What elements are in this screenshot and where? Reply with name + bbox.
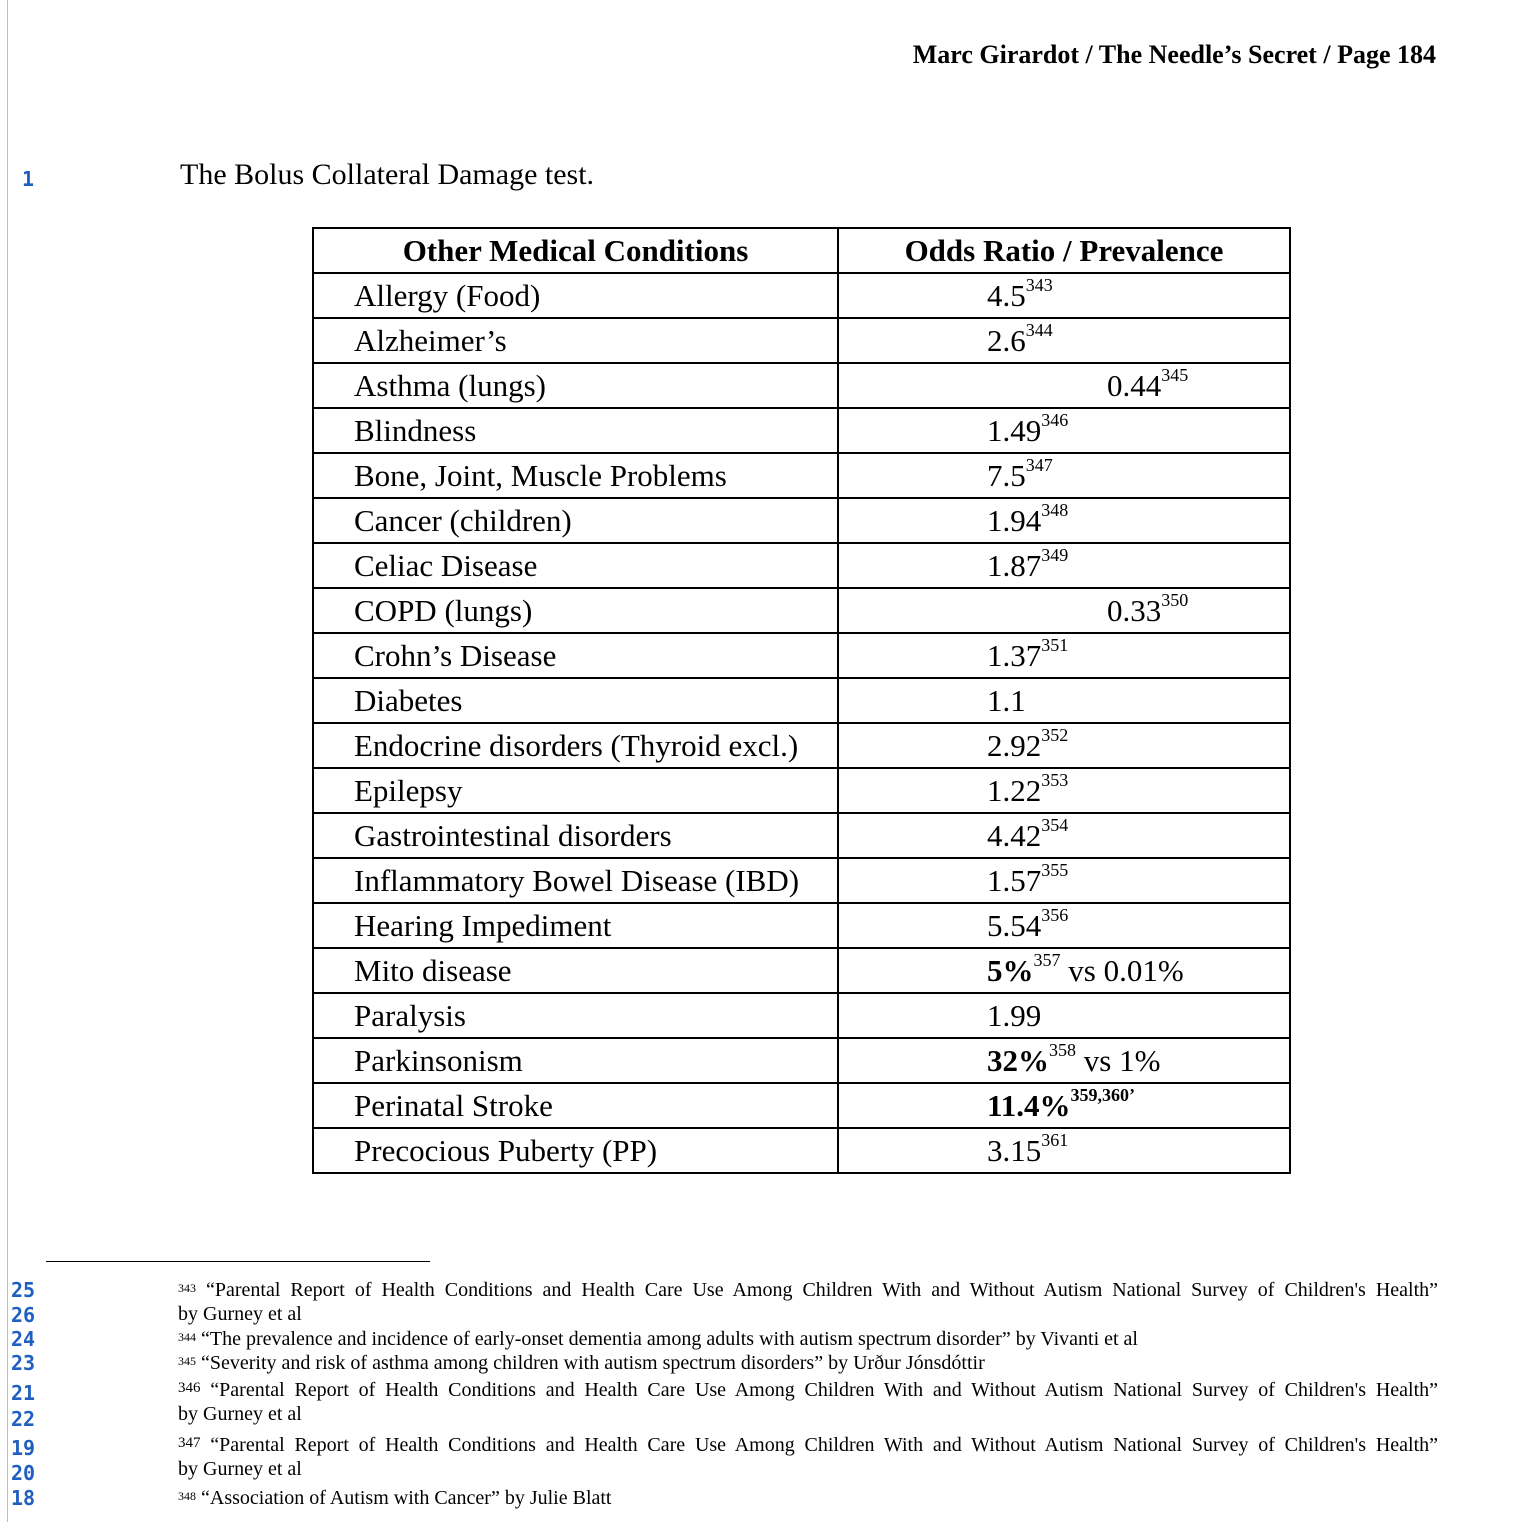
footnote-ref[interactable]: 348 [1041,499,1069,520]
value-cell [838,813,1290,858]
line-number: 20 [11,1461,36,1485]
table-row [313,498,1290,543]
line-number: 22 [11,1407,36,1431]
value-number: 1.22 [987,773,1042,808]
table-row [313,1038,1290,1083]
value-comparison: vs 1% [1076,1043,1161,1078]
footnote [178,1433,1438,1481]
condition-cell: Crohn’s Disease [313,633,838,678]
condition-cell: Alzheimer’s [313,318,838,363]
value-number: 1.94 [987,503,1042,538]
value-cell [838,993,1290,1038]
value-number: 1.57 [987,863,1042,898]
line-number: 21 [11,1381,36,1405]
condition-cell: Mito disease [313,948,838,993]
line-number: 24 [11,1327,36,1351]
conditions-table [312,227,1291,1174]
value-cell [838,948,1290,993]
condition-cell: Diabetes [313,678,838,723]
line-number: 18 [11,1486,36,1510]
value-number: 5% [987,953,1034,988]
value-comparison: vs 0.01% [1060,953,1184,988]
value-number: 1.87 [987,548,1042,583]
table-row [313,723,1290,768]
value-number: 0.33 [1107,593,1162,628]
table-row [313,273,1290,318]
condition-cell: Inflammatory Bowel Disease (IBD) [313,858,838,903]
footnote [178,1327,1438,1351]
value-cell [838,633,1290,678]
table-row [313,858,1290,903]
value-number: 32% [987,1043,1049,1078]
section-title: The Bolus Collateral Damage test. [180,158,595,191]
value-cell [838,498,1290,543]
line-number: 1 [22,167,35,191]
column-header-value: Odds Ratio / Prevalence [838,228,1290,273]
value-cell [838,453,1290,498]
line-number: 25 [11,1278,36,1302]
value-cell [838,363,1290,408]
footnote-ref[interactable]: 353 [1041,769,1069,790]
footnote-text: “Parental Report of Health Conditions and Health Care Use Among Children With and Without Autism National Survey of Children's Health” [210,1379,1439,1401]
footnote-number: 346 [178,1380,201,1396]
table-row [313,1128,1290,1173]
table-row [313,1083,1290,1128]
value-cell [838,768,1290,813]
condition-cell: Endocrine disorders (Thyroid excl.) [313,723,838,768]
footnote [178,1351,1438,1375]
table-row [313,318,1290,363]
value-number: 4.5 [987,278,1026,313]
table-row [313,543,1290,588]
table-row [313,948,1290,993]
table-row [313,813,1290,858]
footnote-ref[interactable]: 347 [1025,454,1053,475]
condition-cell: Asthma (lungs) [313,363,838,408]
footnote-number: 344 [178,1330,196,1344]
footnote-text: by Gurney et al [178,1303,302,1325]
value-cell [838,903,1290,948]
footnote-ref[interactable]: 351 [1041,634,1069,655]
line-number: 26 [11,1303,36,1327]
footnote-ref[interactable]: 355 [1041,859,1069,880]
condition-cell: Celiac Disease [313,543,838,588]
value-number: 5.54 [987,908,1042,943]
condition-cell: Paralysis [313,993,838,1038]
footnote-ref[interactable]: 344 [1025,319,1053,340]
footnote-number: 345 [178,1354,196,1368]
footnote-text: by Gurney et al [178,1403,302,1425]
line-number: 23 [11,1351,36,1375]
value-cell [838,588,1290,633]
value-cell [838,1128,1290,1173]
page-left-edge [7,0,8,1522]
value-number: 2.6 [987,323,1026,358]
table-row [313,903,1290,948]
table-header-row [313,228,1290,273]
footnote-text: “Association of Autism with Cancer” by Julie Blatt [201,1487,612,1509]
condition-cell: Allergy (Food) [313,273,838,318]
footnote [178,1278,1438,1326]
footnote [178,1486,1438,1510]
column-header-condition: Other Medical Conditions [313,228,838,273]
value-cell [838,858,1290,903]
value-cell [838,273,1290,318]
condition-cell: Gastrointestinal disorders [313,813,838,858]
value-cell [838,543,1290,588]
line-number: 19 [11,1436,36,1460]
footnote-text: “The prevalence and incidence of early-onset dementia among adults with autism spectrum disorder” by Vivanti et al [201,1328,1138,1350]
table-row [313,678,1290,723]
footnote-ref[interactable]: 345 [1161,364,1189,385]
table-row [313,453,1290,498]
value-cell [838,408,1290,453]
table-row [313,993,1290,1038]
condition-cell: Bone, Joint, Muscle Problems [313,453,838,498]
value-cell [838,1083,1290,1128]
footnote-ref[interactable]: 354 [1041,814,1069,835]
value-number: 4.42 [987,818,1042,853]
condition-cell: Hearing Impediment [313,903,838,948]
table-row [313,363,1290,408]
running-header: Marc Girardot / The Needle’s Secret / Page 184 [912,40,1436,69]
footnote-number: 348 [178,1489,196,1503]
footnote-ref[interactable]: 352 [1041,724,1069,745]
value-cell [838,1038,1290,1083]
value-cell [838,318,1290,363]
value-cell [838,678,1290,723]
footnote-ref[interactable]: 358 [1049,1039,1076,1060]
footnote-ref[interactable]: 359,360’ [1070,1084,1136,1105]
value-number: 7.5 [987,458,1026,493]
footnote-ref[interactable]: 357 [1033,949,1061,970]
value-number: 1.49 [987,413,1042,448]
footnote-number: 343 [178,1281,196,1295]
condition-cell: Perinatal Stroke [313,1083,838,1128]
value-number: 1.37 [987,638,1042,673]
condition-cell: Precocious Puberty (PP) [313,1128,838,1173]
value-number: 0.44 [1107,368,1162,403]
footnote [178,1378,1438,1426]
table-row [313,633,1290,678]
footnote-ref[interactable]: 346 [1041,409,1069,430]
footnote-ref[interactable]: 350 [1161,589,1189,610]
value-number: 11.4% [987,1088,1071,1123]
footnote-ref[interactable]: 361 [1041,1129,1069,1150]
condition-cell: COPD (lungs) [313,588,838,633]
condition-cell: Epilepsy [313,768,838,813]
footnote-text: “Parental Report of Health Conditions and Health Care Use Among Children With and Without Autism National Survey of Children's Health” [210,1434,1439,1456]
value-number: 1.99 [987,998,1042,1033]
footnote-number: 347 [178,1435,201,1451]
value-number: 3.15 [987,1133,1042,1168]
value-number: 2.92 [987,728,1042,763]
footnote-ref[interactable]: 356 [1041,904,1069,925]
footnote-text: “Parental Report of Health Conditions and Health Care Use Among Children With and Without Autism National Survey of Children's Health” [206,1279,1439,1301]
table-row [313,768,1290,813]
footnote-ref[interactable]: 343 [1025,274,1053,295]
value-cell [838,723,1290,768]
condition-cell: Blindness [313,408,838,453]
footnote-text: “Severity and risk of asthma among children with autism spectrum disorders” by Urður Jónsdóttir [201,1352,985,1374]
table-row [313,588,1290,633]
footnote-separator [46,1261,430,1262]
table-row [313,408,1290,453]
footnote-ref[interactable]: 349 [1041,544,1069,565]
value-number: 1.1 [987,683,1026,718]
footnote-text: by Gurney et al [178,1458,302,1480]
condition-cell: Parkinsonism [313,1038,838,1083]
condition-cell: Cancer (children) [313,498,838,543]
